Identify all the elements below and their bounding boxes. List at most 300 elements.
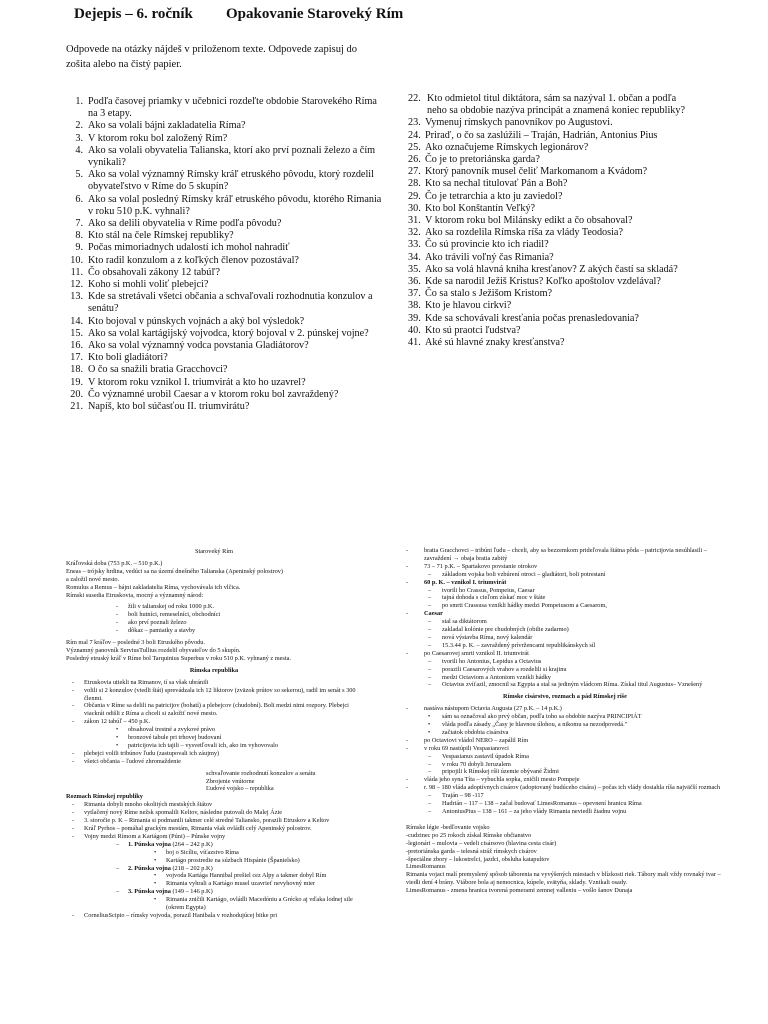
question-number: 10.: [70, 254, 83, 266]
bullet-marker: -: [72, 678, 75, 686]
bullet-marker: •: [116, 726, 119, 734]
summary-bullet: [406, 705, 724, 713]
question-number: 19.: [70, 376, 83, 388]
bullet-text: Rimania zničili Kartágo, ovládli Macedóniu a Grécko aj vďaka lodnej sile (okrem Egypta): [166, 896, 353, 912]
question-item: [408, 264, 686, 276]
question-item: [408, 337, 686, 349]
bullet-text: žili v talianskej od roku 1000 p.K.: [128, 603, 215, 611]
punic-war-years: (218 – 202 p.K): [172, 864, 213, 872]
question-text: Čo významné urobil Caesar a v ktorom roku bol zavraždený?: [88, 388, 339, 400]
questions-left-column: [66, 96, 386, 413]
summary-bullet: [66, 687, 362, 703]
bullet-marker: •: [428, 713, 431, 721]
question-item: [66, 120, 386, 132]
bullet-marker: –: [428, 570, 432, 578]
text-line: -pretoriánska garda – telesná stráž rímskych cisárov: [406, 847, 537, 855]
bullet-marker: –: [428, 808, 432, 815]
law-sub-bullets: [66, 726, 362, 750]
text-line: Posledný etruský kráľ v Ríme bol Tarquinius Superbus v roku 510 p.K. vyhnaný z mesta.: [66, 654, 291, 662]
question-number: 25.: [408, 141, 421, 153]
bullet-text: Vespasianus zastavil úpadok Ríma: [442, 752, 529, 760]
summary-bullet: [406, 681, 724, 689]
question-item: [408, 178, 686, 190]
etruscan-bullets: [66, 603, 362, 635]
question-text: Kto sú praotci ľudstva?: [425, 324, 521, 336]
question-item: [408, 239, 686, 251]
bullet-marker: –: [428, 673, 432, 681]
summary-bullet: [406, 784, 724, 792]
question-text: Kto je hlavou cirkvi?: [425, 300, 512, 312]
punic-war-label: 3. Púnska vojna: [128, 888, 171, 896]
question-text: Podľa časovej priamky v učebnici rozdeľte obdobie Starovekého Ríma na 3 etapy.: [88, 96, 377, 120]
question-text: Čo je to pretoriánska garda?: [425, 154, 540, 166]
bullet-text: volili si 2 konzulov (viedli štát) sprevádzala ich 12 liktorov (zväzok prútov so sekerou), radil im senát s 300 členmi.: [84, 686, 356, 702]
text-line: Zbrojenie vnútorne: [206, 777, 255, 785]
adoptive-sub: [406, 792, 724, 816]
bullet-marker: –: [428, 602, 432, 610]
punic-war: [66, 865, 362, 873]
bullet-marker: –: [428, 760, 432, 768]
question-number: 22.: [408, 93, 421, 104]
bullet-marker: -: [72, 686, 75, 694]
summary-bullet: [406, 587, 724, 595]
question-item: [66, 291, 386, 315]
summary-bullet: [406, 602, 724, 610]
punic-war-heading: [128, 841, 362, 849]
bullet-marker: -: [406, 547, 409, 554]
question-text: Ktorý panovník musel čeliť Markomanom a Kvádom?: [425, 166, 648, 178]
question-text: Koho si mohli voliť plebejci?: [88, 279, 209, 291]
question-number: 11.: [70, 266, 83, 278]
bullet-text: v roku 70 dobyli Jeruzalem: [442, 760, 511, 768]
text-line: Rímski susedia Etruskovia, mocný a významný národ:: [66, 591, 204, 599]
punic-war-heading: [128, 865, 362, 873]
question-number: 5.: [75, 169, 83, 181]
bullet-text: Kartágo prostredie na súzbach Hispánie (Španielsko): [166, 856, 300, 864]
question-number: 9.: [75, 242, 83, 254]
bullet-marker: –: [116, 864, 120, 872]
summary-bullet: [406, 776, 724, 784]
punic-war-label: 1. Púnska vojna: [128, 840, 171, 848]
summary-bullet: [406, 768, 724, 776]
summary-bullet: [406, 737, 724, 745]
bullet-marker: •: [154, 856, 157, 864]
punic-war-years: (264 – 242 p.K): [172, 840, 213, 848]
bullet-marker: -: [116, 611, 119, 619]
bullet-marker: •: [428, 728, 431, 736]
bullet-text: Octavius zvíťazil, zmocnil sa Egypta a stal sa jediným vládcom Ríma. Získal titul Augustus– Vznešený: [442, 681, 703, 689]
summary-bullet: [406, 808, 724, 816]
republic-bullets: [66, 679, 362, 726]
question-text: Ako trávili voľný čas Rimania?: [425, 251, 554, 263]
summary-left-column: [66, 548, 362, 920]
bullet-text: Rimania vyhrali a Kartágo musel uzavrieť nevyhovný mier: [166, 880, 316, 888]
question-text: Kto sa nechal titulovať Pán a Boh?: [425, 178, 568, 190]
bullet-text: Rimania dobyli mnoho okolitých mestských štátov: [84, 801, 213, 809]
bullet-marker: –: [428, 800, 432, 808]
question-number: 26.: [408, 154, 421, 166]
question-number: 30.: [408, 202, 421, 214]
question-number: 20.: [70, 388, 83, 400]
question-text: V ktorom roku vznikol I. triumvirát a kto ho uzavrel?: [88, 376, 306, 388]
text-line: -legionári – mulovia – vedeli cisársovo (hlavina cesta cisár): [406, 839, 557, 847]
punic-war-years: (149 – 146 p.K): [172, 888, 213, 896]
bullet-text: Vojny medzi Rímom a Kartágom (Púni) – Púnske vojny: [84, 832, 226, 840]
expansion-heading: Rozmach Rímskej republiky: [66, 793, 143, 801]
bullet-marker: –: [428, 618, 432, 626]
bullet-text: 3. storočie p. K – Rimania si podmanili takmer celé stredné Taliansko, porazili Etruskov a Keltov: [84, 817, 330, 825]
bullet-text: r. 98 – 180 vláda adoptívnych cisárov (adoptovaný budúceho cisára) – počas ich vlády dosiahla ríša najväčší rozmach: [424, 784, 721, 792]
bullet-marker: -: [406, 562, 409, 570]
question-text: Ako sa volali bájni zakladatelia Ríma?: [88, 120, 246, 132]
triumvirate-2-sub: [406, 658, 724, 690]
summary-bullet: [66, 679, 362, 687]
instructions: Odpovede na otázky nájdeš v priloženom texte. Odpovede zapisuj do zošita alebo na čistý papier.: [66, 44, 357, 70]
question-item: [66, 145, 386, 169]
question-item: [408, 93, 686, 117]
bullet-marker: –: [428, 594, 432, 602]
text-line: Romulus a Remus – bájni zakladatelia Ríma, vychovávala ich vlčica.: [66, 583, 241, 591]
question-number: 32.: [408, 227, 421, 239]
bullet-text: plebejci volili tribúnov ľudu (zastupovali ich záujmy): [84, 749, 220, 757]
bullet-marker: •: [154, 848, 157, 856]
summary-title: Staroveký Rím: [195, 548, 233, 555]
summary-bullet: [406, 792, 724, 800]
question-item: [408, 191, 686, 203]
question-number: 37.: [408, 288, 421, 300]
augustus-sub: [406, 713, 724, 737]
question-number: 16.: [70, 340, 83, 352]
bullet-marker: –: [428, 792, 432, 800]
bullet-marker: -: [72, 801, 75, 809]
bullet-marker: -: [116, 619, 119, 627]
document-subject: Dejepis – 6. ročník: [74, 6, 193, 22]
document-title: Opakovanie Staroveký Rím: [226, 6, 404, 22]
bullet-text: pripojili k Rímskej ríši územie obývané Židmi: [442, 768, 559, 776]
question-item: [66, 340, 386, 352]
question-number: 39.: [408, 312, 421, 324]
punic-war-item: [66, 896, 362, 912]
summary-bullet: [406, 674, 724, 682]
question-text: Čo sa stalo s Ježišom Kristom?: [425, 288, 553, 300]
question-item: [408, 276, 686, 288]
bullet-text: 73 – 71 p.K. – Spartakovo povstanie otrokov: [424, 562, 538, 570]
question-text: Ako sa volal významný Rímsky kráľ etruského pôvodu, ktorý rozdelil obyvateľstvo v Ríme do 5 skupín?: [88, 169, 374, 193]
summary-bullet: [66, 801, 362, 809]
summary-bullet: [66, 742, 362, 750]
triumvirate-1: - 60 p. K. – vznikol I. triumvirát: [406, 578, 507, 586]
bullet-marker: -: [72, 702, 75, 710]
bullet-marker: -: [72, 757, 75, 765]
question-number: 1.: [75, 96, 83, 107]
text-line: LimesRomanus - zmena hranica tvorená pomerami zemnej valleniu – vošlo šanov Dunaja: [406, 887, 633, 895]
question-number: 28.: [408, 178, 421, 190]
question-number: 6.: [75, 193, 83, 205]
bullet-marker: –: [428, 633, 432, 641]
question-item: [66, 255, 386, 267]
summary-bullet: [406, 753, 724, 761]
question-text: V ktorom roku bol založený Rím?: [88, 132, 228, 144]
question-item: [66, 218, 386, 230]
bullet-text: boj o Sicíliu, víťazstvo Ríma: [166, 848, 239, 856]
bullet-marker: -: [406, 705, 409, 713]
bullet-text: po Octaviovi vládol NERO – zapálil Rím: [424, 736, 529, 744]
expansion-bullets: [66, 801, 362, 841]
bullet-marker: •: [154, 872, 157, 880]
question-text: O čo sa snažili bratia Gracchovci?: [88, 364, 228, 376]
text-line: Rím mal 7 kráľov – posledné 3 boli Etruského pôvodu.: [66, 639, 205, 647]
question-item: [408, 325, 686, 337]
text-line: -špeciálne zbory – lukostrelci, jazdci, obsluha katapultov: [406, 855, 550, 863]
question-item: [66, 364, 386, 376]
summary-bullet: [66, 809, 362, 817]
text-line: schvaľovanie rozhodnutí konzulov a senátu: [206, 769, 316, 777]
question-text: Ako označujeme Rímskych legionárov?: [425, 141, 589, 153]
question-number: 17.: [70, 352, 83, 364]
bullet-marker: •: [428, 721, 431, 729]
summary-bullet: [66, 833, 362, 841]
question-number: 40.: [408, 324, 421, 336]
question-item: [66, 230, 386, 242]
bullet-text: Traján – 98 -117: [442, 792, 484, 800]
punic-war: [66, 841, 362, 849]
bullet-marker: -: [72, 749, 75, 757]
punic-war-heading: [128, 888, 362, 896]
bullet-text: obsahoval trestné a zvykové právo: [128, 726, 216, 734]
question-number: 14.: [70, 315, 83, 327]
question-text: Priraď, o čo sa zaslúžili – Traján, Hadrián, Antonius Pius: [425, 129, 658, 141]
bullet-marker: –: [428, 586, 432, 594]
question-item: [408, 227, 686, 239]
question-item: [408, 300, 686, 312]
republic-heading: Rímska republika: [189, 666, 239, 674]
question-text: Ako sa rozdelila Rímska ríša za vlády Teodosia?: [425, 227, 623, 239]
bullet-text: v roku 69 nastúpili Vespasianovci: [424, 744, 509, 752]
question-item: [408, 154, 686, 166]
question-item: [408, 252, 686, 264]
vespasian-sub: [406, 753, 724, 777]
bullet-text: Etruskovia utiekli na Rimanov, tí sa však ubránili: [84, 678, 209, 686]
question-text: Ako sa volal významný vodca povstania Gladiátorov?: [88, 340, 309, 352]
summary-bullet: [66, 817, 362, 825]
question-number: 23.: [408, 117, 421, 129]
summary-bullet: [406, 721, 724, 729]
bullet-text: Občania v Ríme sa delili na patricijov (bohatí) a plebejcov (chudobní). Boli medzi nimi rozpory. Plebejci viackrát odišli z Ríma a chceli si založiť nové mesto.: [84, 702, 349, 718]
bullet-text: patricijovia ich tajili – vysvetľovali ich, ako im vyhovovalo: [128, 741, 278, 749]
bullet-text: vláda podľa zásady „Časy je hlavnou úlohou, a nikomu sa nezodpovedá.": [442, 721, 628, 729]
question-text: Čo sú provincie kto ich riadil?: [425, 239, 549, 251]
summary-bullet: [66, 734, 362, 742]
bullet-text: zakladal kolónie pre chudobných (obilie zadarmo): [442, 626, 569, 634]
summary-bullet: [406, 634, 724, 642]
question-text: Napíš, kto bol súčasťou II. triumvirátu?: [88, 401, 250, 413]
question-item: [66, 377, 386, 389]
bullet-marker: –: [428, 641, 432, 649]
summary-bullet: [66, 825, 362, 833]
question-item: [408, 142, 686, 154]
summary-bullet: [66, 603, 362, 611]
text-line: Ľudové vojsko – republika: [206, 785, 274, 793]
bullet-marker: -: [72, 832, 75, 840]
question-item: [66, 401, 386, 413]
assembly-lines: [66, 770, 362, 794]
bullet-marker: –: [428, 657, 432, 665]
empire-a: [406, 705, 724, 713]
republic-bullets-2: [66, 750, 362, 766]
bullet-marker: -: [72, 817, 75, 825]
text-line: Kráľovská doba (753 p.K. – 510 p.K.): [66, 559, 163, 567]
bullet-marker: •: [154, 880, 157, 888]
punic-war: [66, 888, 362, 896]
punic-war-item: [66, 880, 362, 888]
text-line: Eneas – trójsky hrdina, vedúci sa na území dnešného Talianska (Apeninský polostrov): [66, 567, 283, 575]
summary-bullet: [66, 758, 362, 766]
question-item: [408, 130, 686, 142]
question-number: 34.: [408, 251, 421, 263]
summary-bullet: [406, 713, 724, 721]
question-number: 38.: [408, 300, 421, 312]
bullet-marker: –: [428, 768, 432, 776]
bullet-marker: •: [116, 741, 119, 749]
summary-bullet: [406, 658, 724, 666]
summary-bullet: [406, 626, 724, 634]
question-item: [66, 389, 386, 401]
summary-bullet: [406, 594, 724, 602]
punic-war-item: [66, 857, 362, 865]
summary-bullet: [406, 800, 724, 808]
legions-lines: [406, 824, 724, 895]
intro-lines: [66, 560, 362, 600]
question-text: Ako sa volal posledný Rímsky kráľ etruského pôvodu, ktorého Rimania v roku 510 p.K. vyhnali?: [88, 193, 382, 217]
question-text: Ako sa delili obyvatelia v Ríme podľa pôvodu?: [88, 218, 282, 230]
question-text: Kto boli gladiátori?: [88, 352, 168, 364]
question-text: Ako sa volal kartágijský vojvodca, ktorý bojoval v 2. púnskej vojne?: [88, 327, 369, 339]
summary-bullet: [406, 745, 724, 753]
question-number: 27.: [408, 166, 421, 178]
question-number: 13.: [70, 291, 83, 303]
bullet-text: stal sa diktátorom: [442, 618, 487, 626]
question-number: 2.: [75, 120, 83, 132]
question-number: 24.: [408, 129, 421, 141]
empire-heading: Rímske cisárstvo, rozmach a pád Rímskej ríše: [503, 693, 627, 701]
gracchi-lines: [406, 547, 724, 571]
question-number: 3.: [75, 132, 83, 144]
bullet-text: Kráľ Pyrhos – pomáhal grackým mestám, Rimania však ovládli celý Apeninský polostrov.: [84, 825, 312, 832]
bullet-marker: -: [406, 736, 409, 744]
bullet-text: boli hutníci, remeselníci, obchodníci: [128, 611, 221, 619]
question-text: Vymenuj rímskych panovníkov po Augustovi.: [425, 117, 613, 129]
punic-wars: [66, 841, 362, 912]
question-number: 33.: [408, 239, 421, 251]
summary-bullet: [406, 666, 724, 674]
question-text: Kto radil konzulom a z koľkých členov pozostával?: [88, 254, 299, 266]
bullet-text: sám sa označoval ako prvý občan, podľa toho sa obdobie nazýva PRINCIPIÁT: [442, 713, 642, 721]
question-item: [66, 242, 386, 254]
question-item: [408, 166, 686, 178]
question-text: Kto bojoval v púnskych vojnách a aký bol výsledok?: [88, 315, 305, 327]
bullet-text: tvorili ho Crassus, Pompeius, Caesar: [442, 586, 535, 594]
summary-bullet: [66, 750, 362, 758]
bullet-text: nastáva nástupom Octavia Augusta (27 p.K. – 14 p.K.): [424, 705, 562, 713]
question-item: [66, 352, 386, 364]
bullet-text: vláda jeho syna Títa – vybuchla sopka, zničili mesto Pompeje: [424, 776, 580, 784]
bullet-marker: -: [72, 825, 75, 832]
bullet-text: ako prví poznali železo: [128, 619, 187, 627]
question-text: Ako sa volá hlavná kniha kresťanov? Z akých častí sa skladá?: [425, 263, 678, 275]
bullet-text: nová výstavba Ríma, nový kalendár: [442, 633, 533, 641]
question-item: [408, 288, 686, 300]
bullet-marker: -: [116, 627, 119, 635]
question-text: Kto stál na čele Rímskej republiky?: [88, 230, 234, 242]
question-item: [66, 316, 386, 328]
punic-war-label: 2. Púnska vojna: [128, 864, 171, 872]
text-line: Významný panovník ServiusTullius rozdelil obyvateľov do 5 skupín.: [66, 646, 241, 654]
summary-bullet: [406, 618, 724, 626]
bullet-marker: –: [428, 681, 432, 689]
bullet-marker: -: [116, 603, 119, 611]
bullet-marker: •: [154, 896, 157, 904]
question-number: 12.: [70, 279, 83, 291]
caesar-heading: - Caesar: [406, 610, 443, 618]
summary-right-column: [406, 547, 724, 895]
question-text: Kto odmietol titul diktátora, sám sa nazýval 1. občan a podľa neho sa obdobie nazýva principát a znamená koniec republiky?: [427, 93, 685, 117]
bullet-marker: -: [406, 776, 409, 784]
summary-bullet: [66, 702, 362, 718]
question-number: 31.: [408, 215, 421, 227]
summary-bullet: [66, 627, 362, 635]
empire-b: [406, 737, 724, 753]
text-line: Rímske légie -bedľovanie vojsko: [406, 823, 490, 831]
question-number: 7.: [75, 218, 83, 230]
summary-bullet: [406, 563, 724, 571]
bullet-text: vojvoda Kartága Hannibal prešiel cez Alpy a takmer dobyl Rím: [166, 872, 327, 880]
bullet-text: po smrti Crassusa vznikli hádky medzi Pompeiusom a Caesarom,: [442, 602, 607, 610]
bullet-text: vytlačený nový Ríme nežsk spomalili Keltov, následne putovali do Malej Ázie: [84, 809, 283, 817]
question-number: 41.: [408, 337, 421, 349]
question-item: [408, 313, 686, 325]
bullet-text: AntoniusPius – 138 – 161 – za jeho vlády Rimania neviedli žiadnu vojnu: [442, 808, 627, 815]
bullet-text: tvorili ho Antonius, Lepidus a Octavius: [442, 657, 542, 665]
question-number: 15.: [70, 327, 83, 339]
question-text: Aké sú hlavné znaky kresťanstva?: [425, 337, 565, 349]
text-line: LimesRomanus: [406, 863, 446, 871]
question-item: [66, 169, 386, 193]
kings-lines: [66, 639, 362, 663]
punic-war-item: [66, 872, 362, 880]
bullet-marker: -: [72, 718, 75, 726]
question-number: 21.: [70, 401, 83, 413]
question-text: Počas mimoriadnych udalostí ich mohol nahradiť: [88, 242, 290, 254]
question-item: [66, 279, 386, 291]
question-text: Čo je tetrarchia a kto ju zaviedol?: [425, 190, 563, 202]
bullet-text: základom vojska boli vzbúrení otroci – gladiátori, boli potrestaní: [442, 570, 606, 578]
question-number: 36.: [408, 276, 421, 288]
bullet-marker: -: [406, 744, 409, 752]
bullet-text: Hadrián – 117 – 138 – začal budovať LimesRomanus – opevnení hranicu Ríma: [442, 800, 642, 808]
bullet-marker: -: [406, 784, 409, 792]
bullet-text: začiatok obdobia cisárstva: [442, 728, 509, 736]
empire-c: [406, 776, 724, 792]
text-line: Rimania vojaci malí premyslený spôsob táborenia na vyvýšených miestach v blízkosti riek. Tábory mali vždy rovnaký tvar – viedli dení 4 brány. Vtábore bola aj nemocnica, kúpele, svätyňa, sklady. Vznikali osady.: [406, 871, 721, 887]
question-text: V ktorom roku bol Milánsky edikt a čo obsahoval?: [425, 215, 633, 227]
question-number: 29.: [408, 190, 421, 202]
questions-right-column: [408, 93, 686, 349]
summary-bullet: [66, 726, 362, 734]
question-item: [408, 215, 686, 227]
bullet-marker: •: [116, 734, 119, 742]
scipio-line: - CorneliusScipio – rímsky vojvoda, porazil Hanibala v rozhodujúcej bitke pri: [72, 911, 278, 919]
summary-bullet: [66, 611, 362, 619]
